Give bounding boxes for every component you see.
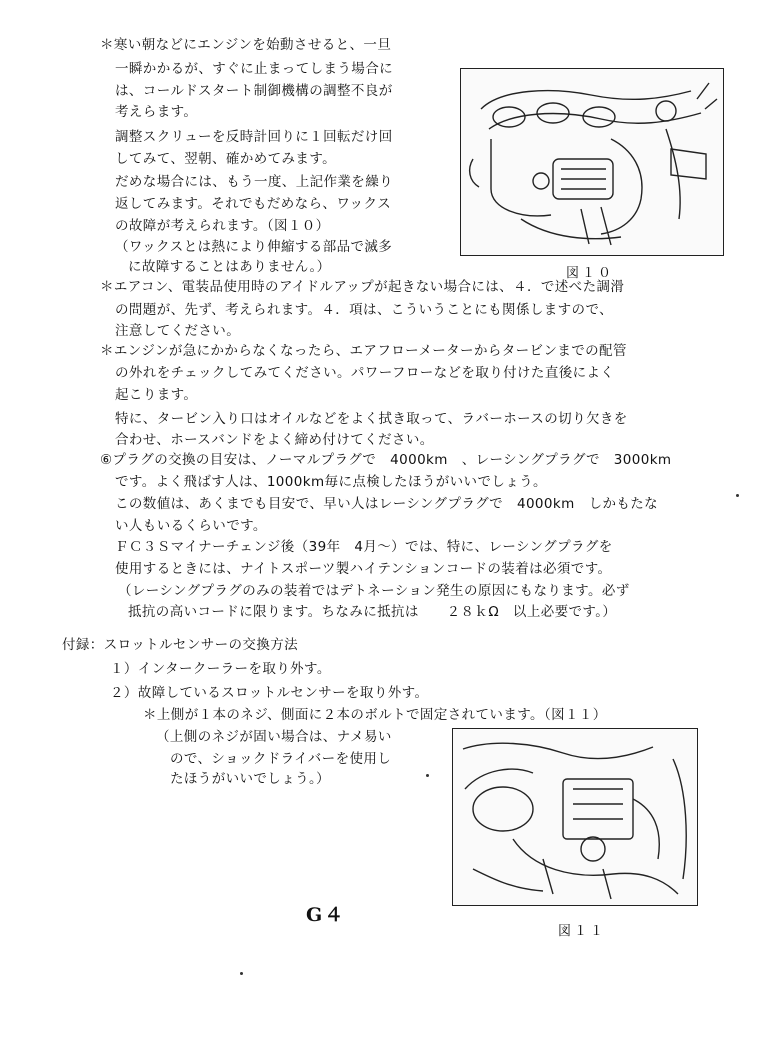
text-line: 合わせ、ホースバンドをよく締め付けてください。 xyxy=(115,432,434,448)
figure-11-caption: 図１１ xyxy=(558,924,607,939)
text-line: この数値は、あくまでも目安で、早い人はレーシングプラグで 4000km しかもたな xyxy=(115,496,659,512)
text-line: 返してみます。それでもだめなら、ワックス xyxy=(115,196,392,212)
text-line: 注意してください。 xyxy=(115,323,241,339)
text-line: 考えらます。 xyxy=(115,104,198,120)
text-line: は、コールドスタート制御機構の調整不良が xyxy=(115,83,393,99)
text-line: （レーシングプラグのみの装着ではデトネーション発生の原因にもなります。必ず xyxy=(118,583,630,599)
text-line: ＊エアコン、電装品使用時のアイドルアップが起きない場合には、４．で述べた調滑 xyxy=(100,279,625,295)
text-line: （上側のネジが固い場合は、ナメ易い xyxy=(156,729,392,745)
text-line: 調整スクリューを反時計回りに１回転だけ回 xyxy=(115,129,393,145)
text-line: ＊エンジンが急にかからなくなったら、エアフローメーターからタービンまでの配管 xyxy=(100,343,627,359)
text-line: ＊寒い朝などにエンジンを始動させると、一旦 xyxy=(100,37,392,53)
text-line: ２）故障しているスロットルセンサーを取り外す。 xyxy=(110,685,429,701)
text-line: い人もいるくらいです。 xyxy=(115,518,267,534)
text-line: の問題が、先ず、考えられます。４．項は、こういうことにも関係しますので、 xyxy=(115,302,613,318)
text-line: 起こります。 xyxy=(115,387,198,403)
text-line: ＦＣ３Ｓマイナーチェンジ後（39年 4月～）では、特に、レーシングプラグを xyxy=(115,539,613,555)
text-line: １）インタークーラーを取り外す。 xyxy=(110,661,331,677)
text-line: 一瞬かかるが、すぐに止まってしまう場合に xyxy=(115,61,393,77)
figure-11-throttle-drawing xyxy=(452,728,698,906)
figure-10-caption: 図１０ xyxy=(566,266,615,281)
text-line: （ワックスとは熱により伸縮する部品で滅多 xyxy=(115,239,393,255)
text-line: の故障が考えられます。（図１０） xyxy=(115,218,330,234)
section-heading: 付録：スロットルセンサーの交換方法 xyxy=(62,637,299,653)
text-line: です。よく飛ばす人は、1000km毎に点検したほうがいいでしょう。 xyxy=(115,474,547,490)
scan-speck xyxy=(736,494,739,497)
text-line: ので、ショックドライバーを使用し xyxy=(170,751,392,767)
text-line: の外れをチェックしてみてください。パワーフローなどを取り付けた直後によく xyxy=(115,365,615,381)
text-line: ⑥プラグの交換の目安は、ノーマルプラグで 4000km 、レーシングプラグで 3000km xyxy=(100,452,672,468)
text-line: に故障することはありません。） xyxy=(128,259,331,275)
scan-speck xyxy=(426,774,429,777)
text-line: ＊上側が１本のネジ、側面に２本のボルトで固定されています。（図１１） xyxy=(143,707,607,723)
text-line: たほうがいいでしょう。） xyxy=(170,771,331,787)
figure-10-engine-drawing xyxy=(460,68,724,256)
scan-speck xyxy=(240,972,243,975)
text-line: 特に、タービン入り口はオイルなどをよく拭き取って、ラバーホースの切り欠きを xyxy=(115,411,628,427)
text-line: だめな場合には、もう一度、上記作業を繰り xyxy=(115,174,393,190)
text-line: 抵抗の高いコードに限ります。ちなみに抵抗は ２８ｋΩ 以上必要です。） xyxy=(128,604,617,620)
text-line: 使用するときには、ナイトスポーツ製ハイテンションコードの装着は必須です。 xyxy=(115,561,612,577)
text-line: してみて、翌朝、確かめてみます。 xyxy=(115,151,337,167)
page-number: G４ xyxy=(306,904,346,926)
